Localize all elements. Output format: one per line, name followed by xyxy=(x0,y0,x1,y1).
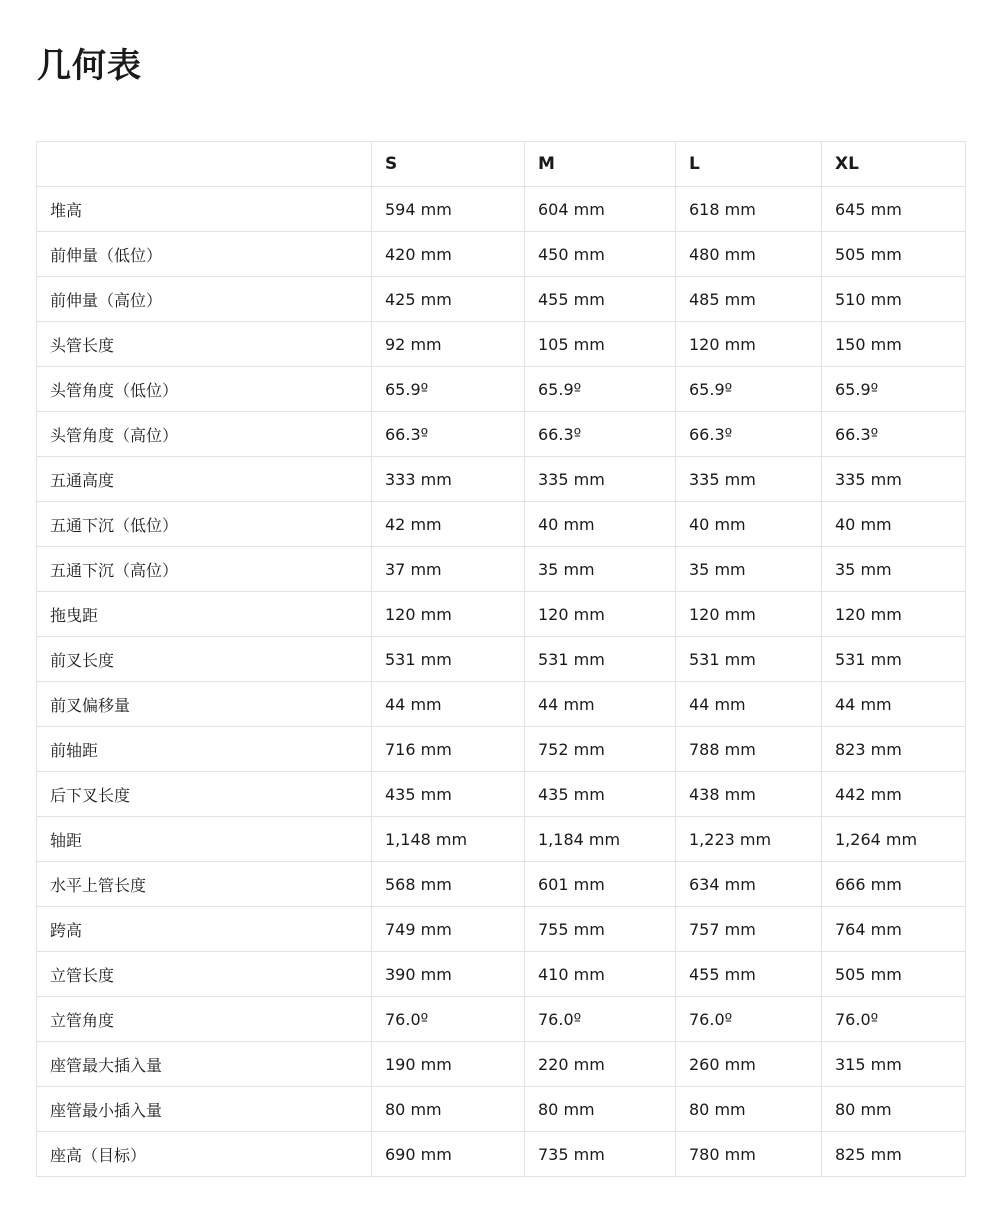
size-header-l: L xyxy=(676,142,822,187)
row-label: 跨高 xyxy=(37,907,372,952)
table-row xyxy=(37,502,966,547)
value-cell: 35 mm xyxy=(525,547,676,592)
value-cell: 44 mm xyxy=(676,682,822,727)
value-cell: 335 mm xyxy=(676,457,822,502)
row-label: 水平上管长度 xyxy=(37,862,372,907)
table-row xyxy=(37,412,966,457)
row-label: 后下叉长度 xyxy=(37,772,372,817)
value-cell: 752 mm xyxy=(525,727,676,772)
value-cell: 65.9º xyxy=(525,367,676,412)
row-label: 头管角度（低位） xyxy=(37,367,372,412)
table-row xyxy=(37,682,966,727)
value-cell: 645 mm xyxy=(822,187,966,232)
value-cell: 1,223 mm xyxy=(676,817,822,862)
value-cell: 601 mm xyxy=(525,862,676,907)
value-cell: 410 mm xyxy=(525,952,676,997)
value-cell: 505 mm xyxy=(822,232,966,277)
value-cell: 568 mm xyxy=(372,862,525,907)
row-label: 前轴距 xyxy=(37,727,372,772)
value-cell: 190 mm xyxy=(372,1042,525,1087)
row-label: 拖曳距 xyxy=(37,592,372,637)
value-cell: 65.9º xyxy=(676,367,822,412)
value-cell: 66.3º xyxy=(676,412,822,457)
value-cell: 260 mm xyxy=(676,1042,822,1087)
value-cell: 40 mm xyxy=(676,502,822,547)
value-cell: 604 mm xyxy=(525,187,676,232)
page-title: 几何表 xyxy=(37,46,142,86)
table-row xyxy=(37,277,966,322)
table-row xyxy=(37,862,966,907)
value-cell: 333 mm xyxy=(372,457,525,502)
value-cell: 1,148 mm xyxy=(372,817,525,862)
row-label: 座管最小插入量 xyxy=(37,1087,372,1132)
value-cell: 92 mm xyxy=(372,322,525,367)
row-label: 五通高度 xyxy=(37,457,372,502)
table-row xyxy=(37,232,966,277)
table-row xyxy=(37,637,966,682)
value-cell: 757 mm xyxy=(676,907,822,952)
value-cell: 80 mm xyxy=(822,1087,966,1132)
table-row xyxy=(37,547,966,592)
value-cell: 65.9º xyxy=(822,367,966,412)
value-cell: 435 mm xyxy=(525,772,676,817)
value-cell: 315 mm xyxy=(822,1042,966,1087)
value-cell: 66.3º xyxy=(372,412,525,457)
value-cell: 40 mm xyxy=(822,502,966,547)
table-row xyxy=(37,1132,966,1177)
value-cell: 749 mm xyxy=(372,907,525,952)
value-cell: 690 mm xyxy=(372,1132,525,1177)
row-label: 头管角度（高位） xyxy=(37,412,372,457)
value-cell: 335 mm xyxy=(525,457,676,502)
value-cell: 66.3º xyxy=(822,412,966,457)
row-label: 轴距 xyxy=(37,817,372,862)
table-row xyxy=(37,592,966,637)
value-cell: 335 mm xyxy=(822,457,966,502)
value-cell: 76.0º xyxy=(525,997,676,1042)
row-label: 五通下沉（高位） xyxy=(37,547,372,592)
row-label: 堆高 xyxy=(37,187,372,232)
row-label: 座高（目标） xyxy=(37,1132,372,1177)
value-cell: 735 mm xyxy=(525,1132,676,1177)
value-cell: 455 mm xyxy=(525,277,676,322)
value-cell: 480 mm xyxy=(676,232,822,277)
table-row xyxy=(37,187,966,232)
value-cell: 455 mm xyxy=(676,952,822,997)
value-cell: 150 mm xyxy=(822,322,966,367)
value-cell: 594 mm xyxy=(372,187,525,232)
value-cell: 505 mm xyxy=(822,952,966,997)
value-cell: 531 mm xyxy=(822,637,966,682)
value-cell: 634 mm xyxy=(676,862,822,907)
value-cell: 755 mm xyxy=(525,907,676,952)
value-cell: 40 mm xyxy=(525,502,676,547)
row-label: 立管长度 xyxy=(37,952,372,997)
value-cell: 438 mm xyxy=(676,772,822,817)
value-cell: 425 mm xyxy=(372,277,525,322)
value-cell: 105 mm xyxy=(525,322,676,367)
header-row xyxy=(37,142,966,187)
value-cell: 666 mm xyxy=(822,862,966,907)
value-cell: 531 mm xyxy=(525,637,676,682)
row-label: 前叉偏移量 xyxy=(37,682,372,727)
value-cell: 220 mm xyxy=(525,1042,676,1087)
table-row xyxy=(37,817,966,862)
value-cell: 780 mm xyxy=(676,1132,822,1177)
value-cell: 825 mm xyxy=(822,1132,966,1177)
value-cell: 80 mm xyxy=(525,1087,676,1132)
value-cell: 531 mm xyxy=(676,637,822,682)
value-cell: 531 mm xyxy=(372,637,525,682)
value-cell: 450 mm xyxy=(525,232,676,277)
table-row xyxy=(37,1087,966,1132)
header-cell-empty xyxy=(37,142,372,187)
value-cell: 764 mm xyxy=(822,907,966,952)
value-cell: 37 mm xyxy=(372,547,525,592)
value-cell: 76.0º xyxy=(822,997,966,1042)
row-label: 前伸量（低位） xyxy=(37,232,372,277)
row-label: 前叉长度 xyxy=(37,637,372,682)
value-cell: 80 mm xyxy=(372,1087,525,1132)
value-cell: 120 mm xyxy=(822,592,966,637)
value-cell: 44 mm xyxy=(822,682,966,727)
table-row xyxy=(37,367,966,412)
table-row xyxy=(37,907,966,952)
value-cell: 420 mm xyxy=(372,232,525,277)
value-cell: 65.9º xyxy=(372,367,525,412)
value-cell: 44 mm xyxy=(372,682,525,727)
value-cell: 485 mm xyxy=(676,277,822,322)
value-cell: 66.3º xyxy=(525,412,676,457)
value-cell: 716 mm xyxy=(372,727,525,772)
value-cell: 120 mm xyxy=(676,592,822,637)
value-cell: 120 mm xyxy=(525,592,676,637)
table-row xyxy=(37,727,966,772)
value-cell: 44 mm xyxy=(525,682,676,727)
row-label: 立管角度 xyxy=(37,997,372,1042)
value-cell: 435 mm xyxy=(372,772,525,817)
value-cell: 1,264 mm xyxy=(822,817,966,862)
value-cell: 80 mm xyxy=(676,1087,822,1132)
table-row xyxy=(37,1042,966,1087)
size-header-xl: XL xyxy=(822,142,966,187)
value-cell: 788 mm xyxy=(676,727,822,772)
value-cell: 442 mm xyxy=(822,772,966,817)
value-cell: 42 mm xyxy=(372,502,525,547)
value-cell: 35 mm xyxy=(822,547,966,592)
table-row xyxy=(37,322,966,367)
row-label: 座管最大插入量 xyxy=(37,1042,372,1087)
row-label: 五通下沉（低位） xyxy=(37,502,372,547)
row-label: 前伸量（高位） xyxy=(37,277,372,322)
table-row xyxy=(37,997,966,1042)
size-header-s: S xyxy=(372,142,525,187)
table-row xyxy=(37,772,966,817)
value-cell: 120 mm xyxy=(676,322,822,367)
value-cell: 1,184 mm xyxy=(525,817,676,862)
size-header-m: M xyxy=(525,142,676,187)
row-label: 头管长度 xyxy=(37,322,372,367)
table-row xyxy=(37,952,966,997)
value-cell: 823 mm xyxy=(822,727,966,772)
value-cell: 618 mm xyxy=(676,187,822,232)
geometry-table xyxy=(36,141,966,1177)
value-cell: 76.0º xyxy=(372,997,525,1042)
value-cell: 35 mm xyxy=(676,547,822,592)
value-cell: 76.0º xyxy=(676,997,822,1042)
value-cell: 120 mm xyxy=(372,592,525,637)
value-cell: 390 mm xyxy=(372,952,525,997)
value-cell: 510 mm xyxy=(822,277,966,322)
table-row xyxy=(37,457,966,502)
